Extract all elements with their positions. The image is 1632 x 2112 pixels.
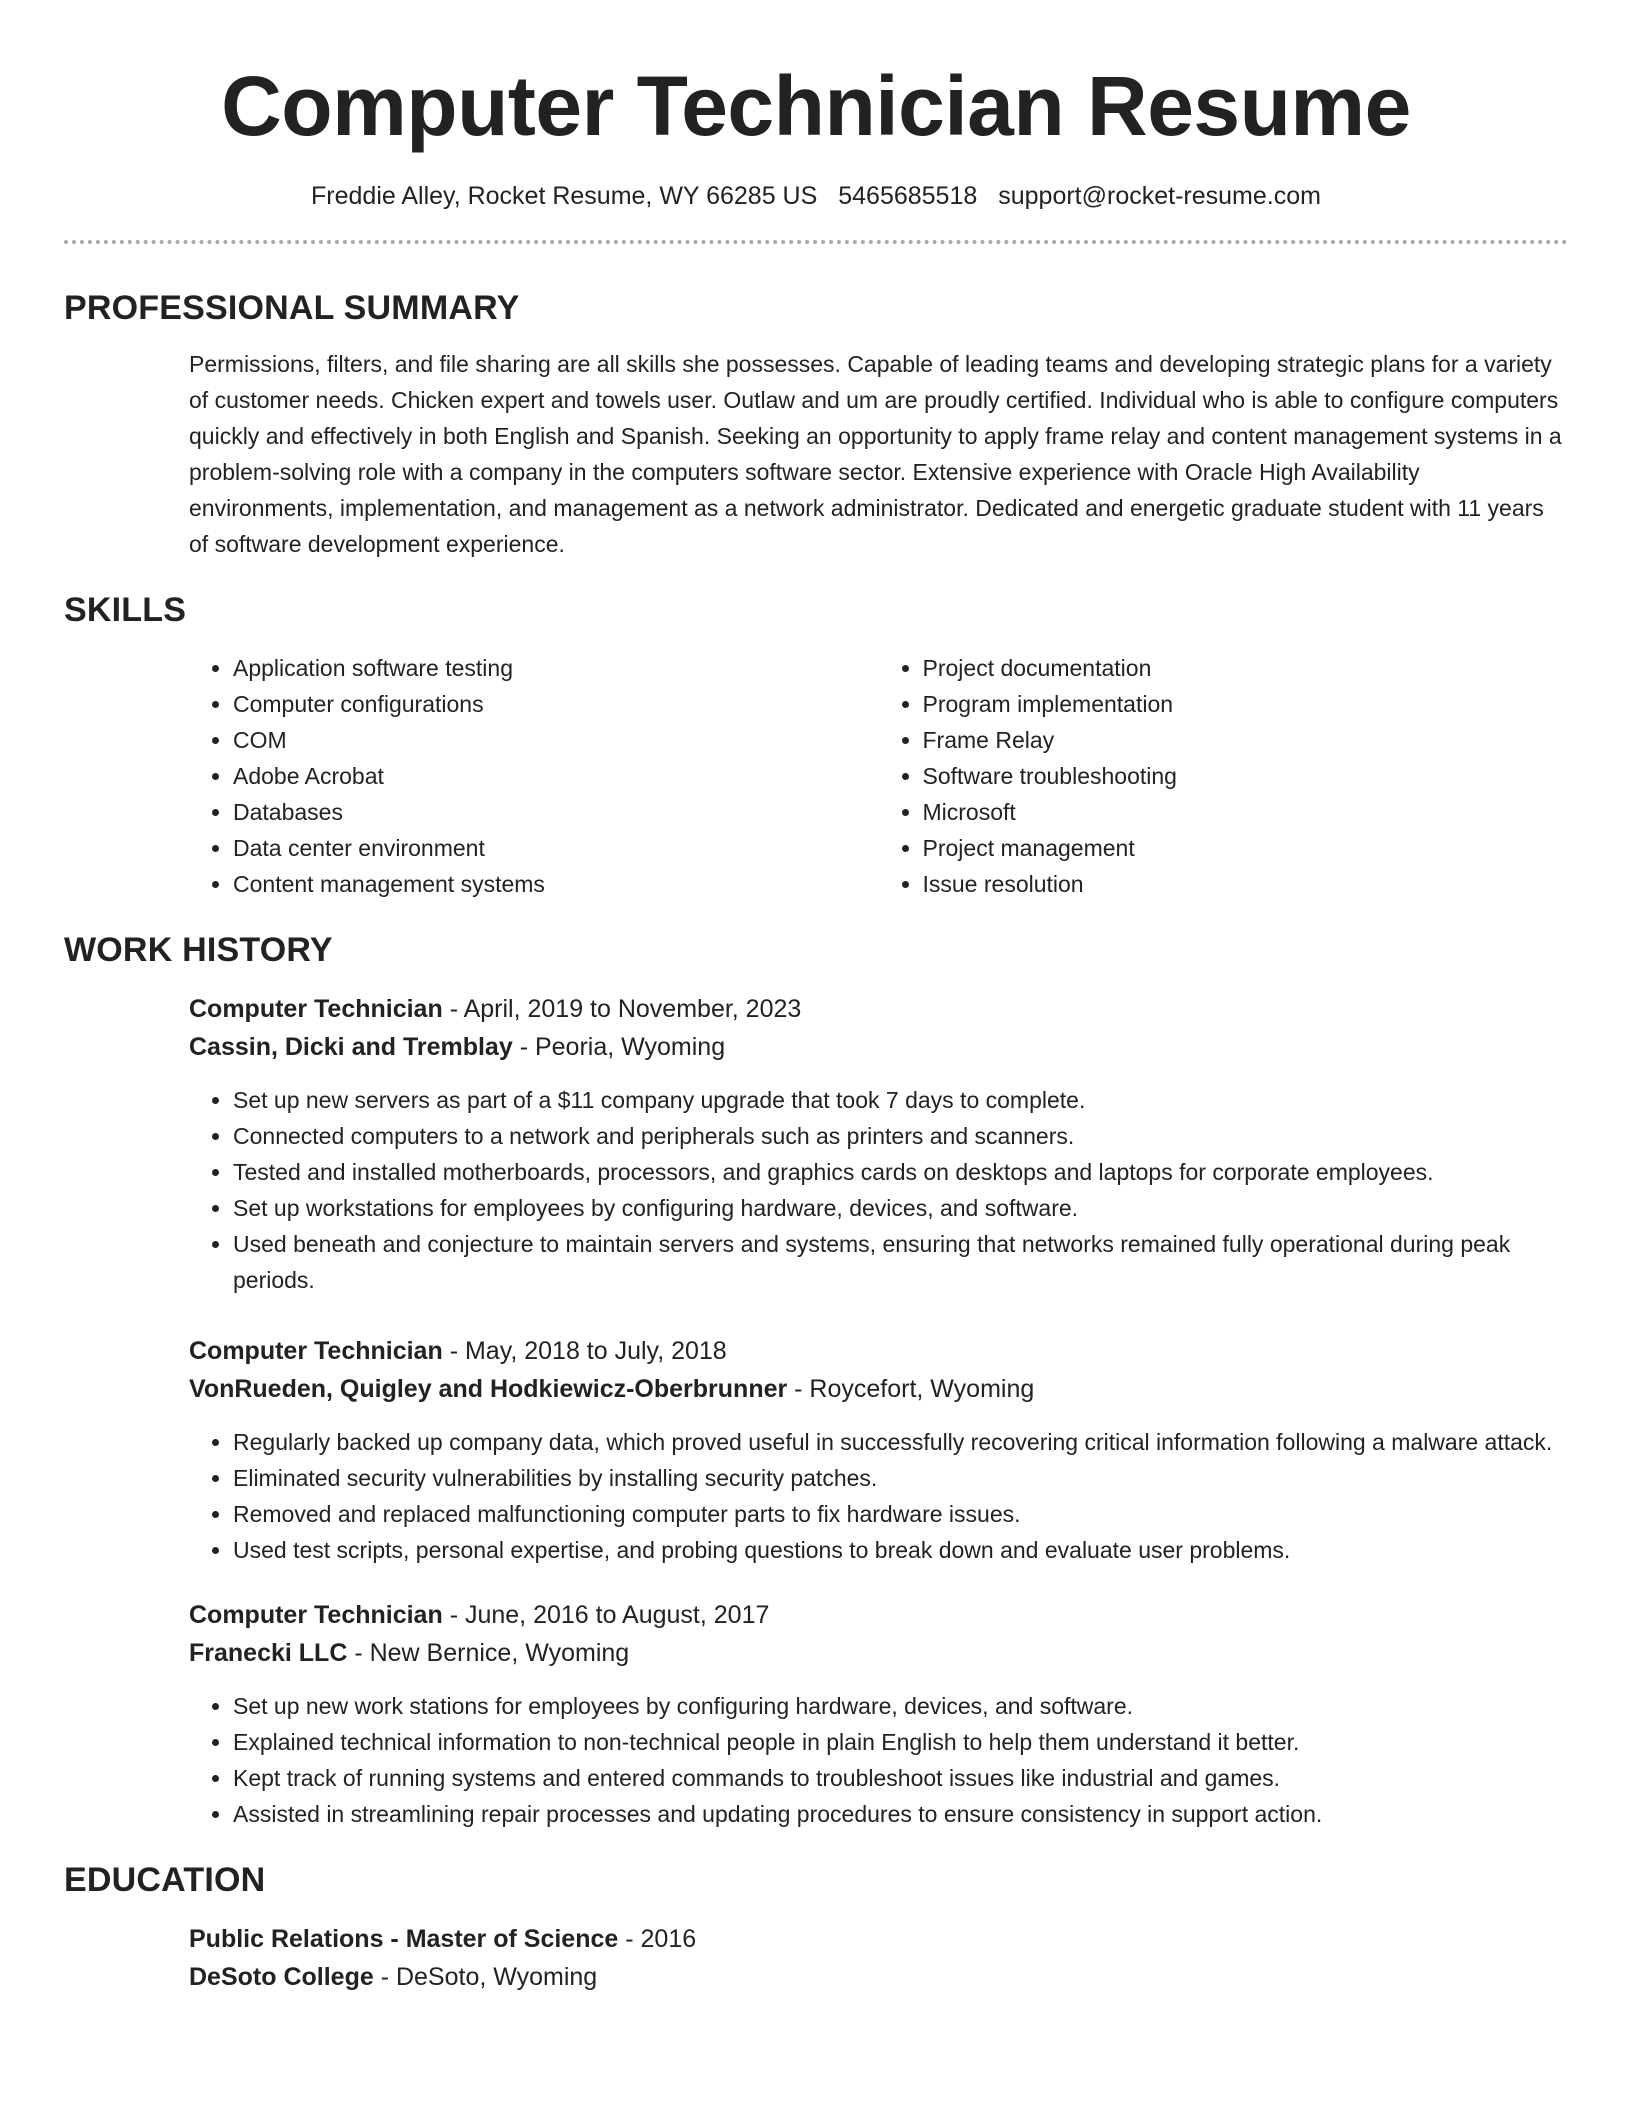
job-dates: - May, 2018 to July, 2018: [442, 1337, 727, 1365]
job-bullet: • Connected computers to a network and peripherals such as printers and scanners.: [233, 1118, 1568, 1154]
job-title-line: [189, 1332, 1568, 1370]
job-bullets: [189, 1424, 1568, 1568]
skill-item: • Application software testing: [233, 650, 879, 686]
skills-column-right: [879, 650, 1569, 902]
job-company-line: [189, 1028, 1568, 1066]
job-title-line: [189, 990, 1568, 1028]
job-company-line: [189, 1370, 1568, 1408]
summary-heading: PROFESSIONAL SUMMARY: [64, 289, 520, 327]
job-bullet: • Set up new work stations for employees by configuring hardware, devices, and software.: [233, 1688, 1568, 1724]
job-role: Computer Technician: [189, 995, 443, 1023]
skill-item: • Microsoft: [923, 794, 1569, 830]
job-bullet: • Eliminated security vulnerabilities by installing security patches.: [233, 1460, 1568, 1496]
job-company: Franecki LLC: [189, 1639, 348, 1667]
skill-item: • Content management systems: [233, 866, 879, 902]
skills-heading: SKILLS: [64, 591, 187, 629]
education-degree-line: [189, 1920, 1568, 1958]
skill-item: • Databases: [233, 794, 879, 830]
skill-item: • Computer configurations: [233, 686, 879, 722]
education-school: DeSoto College: [189, 1963, 374, 1991]
job-entry: [189, 1596, 1568, 1832]
job-bullet: • Used test scripts, personal expertise, and probing questions to break down and evaluate user problems.: [233, 1532, 1568, 1568]
contact-phone: 5465685518: [838, 182, 978, 210]
skills-column-left: [189, 650, 879, 902]
summary-text: Permissions, filters, and file sharing are all skills she possesses. Capable of leading teams and developing strategic plans for a variety of customer needs. Chicken expert and towels user. Outlaw and um are proudly certified. Individual who is able to configure computers quickly and effectively in both English and Spanish. Seeking an opportunity to apply frame relay and content management systems in a problem-solving role with a company in the computers software sector. Extensive experience with Oracle High Availability environments, implementation, and management as a network administrator. Dedicated and energetic graduate student with 11 years of software development experience.: [189, 351, 1562, 557]
job-location: - Roycefort, Wyoming: [787, 1375, 1035, 1403]
job-bullet: • Removed and replaced malfunctioning computer parts to fix hardware issues.: [233, 1496, 1568, 1532]
skill-item: • Program implementation: [923, 686, 1569, 722]
job-bullet: • Set up workstations for employees by configuring hardware, devices, and software.: [233, 1190, 1568, 1226]
education-location: - DeSoto, Wyoming: [373, 1963, 598, 1991]
job-entry: [189, 1332, 1568, 1568]
job-bullet: • Set up new servers as part of a $11 company upgrade that took 7 days to complete.: [233, 1082, 1568, 1118]
work-history-heading: WORK HISTORY: [64, 931, 333, 969]
contact-email: support@rocket-resume.com: [998, 182, 1321, 210]
job-role: Computer Technician: [189, 1337, 443, 1365]
job-bullet: • Used beneath and conjecture to maintain servers and systems, ensuring that networks remained fully operational during peak periods.: [233, 1226, 1568, 1298]
skill-item: • Data center environment: [233, 830, 879, 866]
job-location: - New Bernice, Wyoming: [347, 1639, 630, 1667]
job-bullet: • Tested and installed motherboards, processors, and graphics cards on desktops and laptops for corporate employees.: [233, 1154, 1568, 1190]
education-entry: [189, 1920, 1568, 1996]
education-school-line: [189, 1958, 1568, 1996]
skill-item: • Project management: [923, 830, 1569, 866]
resume-title: Computer Technician Resume: [221, 59, 1411, 153]
job-bullet: • Explained technical information to non-technical people in plain English to help them understand it better.: [233, 1724, 1568, 1760]
job-title-line: [189, 1596, 1568, 1634]
contact-line: [64, 180, 1568, 212]
education-heading: EDUCATION: [64, 1861, 266, 1899]
job-bullet: • Kept track of running systems and entered commands to troubleshoot issues like industrial and games.: [233, 1760, 1568, 1796]
job-company-line: [189, 1634, 1568, 1672]
summary-section: [189, 346, 1568, 562]
header-divider: [64, 240, 1568, 244]
job-bullets: [189, 1082, 1568, 1298]
job-dates: - April, 2019 to November, 2023: [442, 995, 802, 1023]
education-year: - 2016: [618, 1925, 697, 1953]
job-company: Cassin, Dicki and Tremblay: [189, 1033, 513, 1061]
job-location: - Peoria, Wyoming: [512, 1033, 726, 1061]
job-bullet: • Regularly backed up company data, which proved useful in successfully recovering critical information following a malware attack.: [233, 1424, 1568, 1460]
job-company: VonRueden, Quigley and Hodkiewicz-Oberbrunner: [189, 1375, 788, 1403]
education-degree: Public Relations - Master of Science: [189, 1925, 619, 1953]
skill-item: • COM: [233, 722, 879, 758]
skill-item: • Frame Relay: [923, 722, 1569, 758]
skill-item: • Adobe Acrobat: [233, 758, 879, 794]
skill-item: • Issue resolution: [923, 866, 1569, 902]
skill-item: • Software troubleshooting: [923, 758, 1569, 794]
job-entry: [189, 990, 1568, 1298]
contact-address: Freddie Alley, Rocket Resume, WY 66285 US: [311, 182, 818, 210]
skill-item: • Project documentation: [923, 650, 1569, 686]
job-dates: - June, 2016 to August, 2017: [442, 1601, 770, 1629]
job-bullet: • Assisted in streamlining repair processes and updating procedures to ensure consistency in support action.: [233, 1796, 1568, 1832]
skills-list: [189, 650, 1568, 902]
job-role: Computer Technician: [189, 1601, 443, 1629]
job-bullets: [189, 1688, 1568, 1832]
